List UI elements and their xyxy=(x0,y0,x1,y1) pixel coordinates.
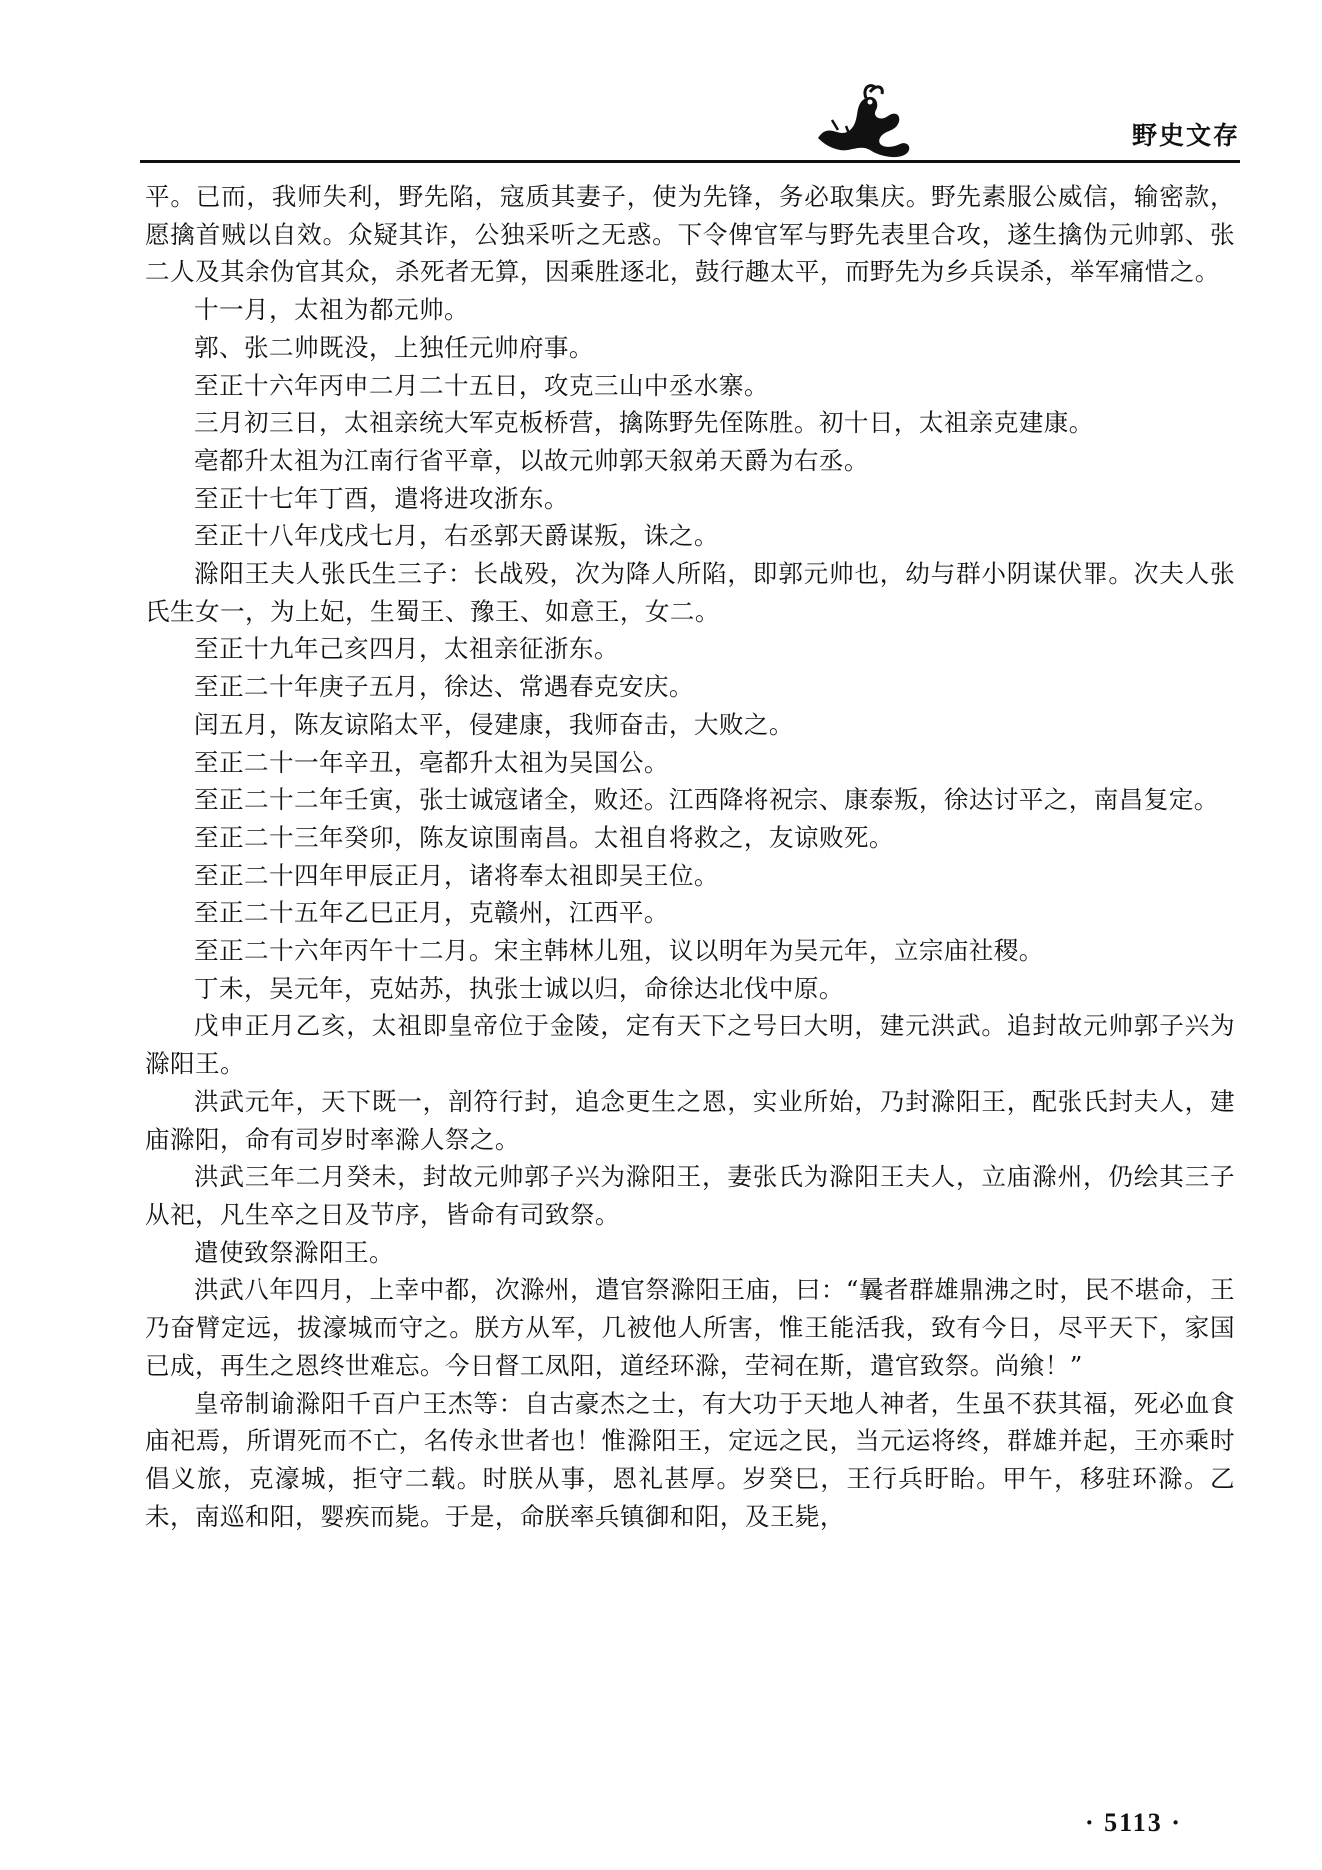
paragraph: 至正十六年丙申二月二十五日，攻克三山中丞水寨。 xyxy=(194,370,769,400)
paragraph: 闰五月，陈友谅陷太平，侵建康，我师奋击，大败之。 xyxy=(194,709,794,739)
dragon-emblem-svg xyxy=(810,80,920,165)
paragraph: 至正十九年己亥四月，太祖亲征浙东。 xyxy=(194,634,619,664)
paragraph: 皇帝制谕滁阳千百户王杰等：自古豪杰之士，有大功于天地人神者，生虽不获其福，死必血食庙祀焉，所谓死而不亡，名传永世者也！惟滁阳王，定远之民，当元运将终，群雄并起，王亦乘时倡义旅，克濠城，拒守二载。时朕从事，恩礼甚厚。岁癸巳，王行兵盱眙。甲午，移驻环滁。乙未，南巡和阳，婴疾而毙。于是，命朕率兵镇御和阳，及王毙， xyxy=(145,1388,1235,1531)
paragraph: 至正二十六年丙午十二月。宋主韩林儿殂，议以明年为吴元年，立宗庙社稷。 xyxy=(194,936,1044,966)
dragon-emblem-icon xyxy=(810,80,920,165)
paragraph: 十一月，太祖为都元帅。 xyxy=(194,295,469,325)
paragraph: 洪武八年四月，上幸中都，次滁州，遣官祭滁阳王庙，曰：“曩者群雄鼎沸之时，民不堪命，王乃奋臂定远，拔濠城而守之。朕方从军，几被他人所害，惟王能活我，致有今日，尽平天下，家国已成，再生之恩终世难忘。今日督工凤阳，道经环滁，茔祠在斯，遣官致祭。尚飨！” xyxy=(145,1275,1235,1380)
paragraph: 三月初三日，太祖亲统大军克板桥营，擒陈野先侄陈胜。初十日，太祖亲克建康。 xyxy=(194,408,1094,438)
paragraph: 至正二十一年辛丑，亳都升太祖为吴国公。 xyxy=(194,747,669,777)
header-rule xyxy=(140,160,1240,163)
paragraph: 亳都升太祖为江南行省平章，以故元帅郭天叙弟天爵为右丞。 xyxy=(194,445,869,475)
paragraph: 滁阳王夫人张氏生三子：长战殁，次为降人所陷，即郭元帅也，幼与群小阴谋伏罪。次夫人张氏生女一，为上妃，生蜀王、豫王、如意王，女二。 xyxy=(145,559,1235,626)
paragraph: 遣使致祭滁阳王。 xyxy=(194,1237,394,1267)
paragraph: 至正十八年戊戌七月，右丞郭天爵谋叛，诛之。 xyxy=(194,521,719,551)
paragraph: 洪武元年，天下既一，剖符行封，追念更生之恩，实业所始，乃封滁阳王，配张氏封夫人，建庙滁阳，命有司岁时率滁人祭之。 xyxy=(145,1086,1235,1154)
paragraph: 至正二十五年乙巳正月，克赣州，江西平。 xyxy=(194,898,669,928)
paragraph: 至正十七年丁酉，遣将进攻浙东。 xyxy=(194,483,569,513)
paragraph: 至正二十二年壬寅，张士诚寇诸全，败还。江西降将祝宗、康泰叛，徐达讨平之，南昌复定。 xyxy=(194,785,1219,815)
paragraph: 洪武三年二月癸未，封故元帅郭子兴为滁阳王，妻张氏为滁阳王夫人，立庙滁州，仍绘其三子从祀，凡生卒之日及节序，皆命有司致祭。 xyxy=(145,1162,1235,1229)
page-number: · 5113 · xyxy=(1085,1808,1182,1837)
paragraph: 丁未，吴元年，克姑苏，执张士诚以归，命徐达北伐中原。 xyxy=(194,973,844,1003)
page-header xyxy=(140,80,1240,170)
paragraph: 至正二十年庚子五月，徐达、常遇春克安庆。 xyxy=(194,672,694,702)
paragraph: 郭、张二帅既没，上独任元帅府事。 xyxy=(194,332,594,362)
paragraph: 戊申正月乙亥，太祖即皇帝位于金陵，定有天下之号曰大明，建元洪武。追封故元帅郭子兴为滁阳王。 xyxy=(145,1011,1235,1079)
paragraph: 至正二十四年甲辰正月，诸将奉太祖即吴王位。 xyxy=(194,860,719,890)
paragraph: 至正二十三年癸卯，陈友谅围南昌。太祖自将救之，友谅败死。 xyxy=(194,822,894,852)
paragraph-continuation: 平。已而，我师失利，野先陷，寇质其妻子，使为先锋，务必取集庆。野先素服公威信，输密款，愿擒首贼以自效。众疑其诈，公独采听之无惑。下令俾官军与野先表里合攻，遂生擒伪元帅郭、张二人及其余伪官其众，杀死者无算，因乘胜逐北，鼓行趣太平，而野先为乡兵误杀，举军痛惜之。 xyxy=(145,182,1235,287)
series-title: 野史文存 xyxy=(1131,121,1240,150)
page-body xyxy=(145,178,1235,1535)
